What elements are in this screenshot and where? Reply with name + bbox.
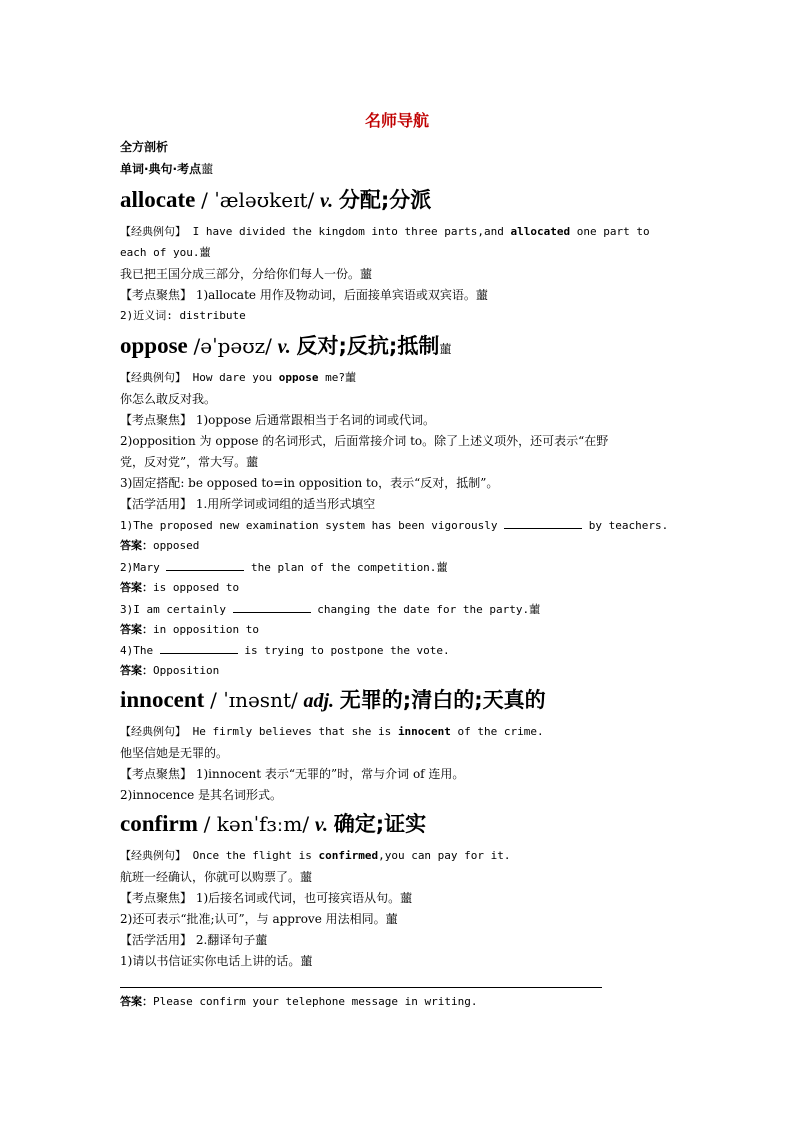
headword-confirm: confirm / kənˈfɜːm/ v. 确定;证实 — [120, 811, 427, 836]
example-translation: 你怎么敢反对我。 — [120, 392, 217, 406]
headword-allocate: allocate / ˈæləʊkeɪt/ v. 分配;分派 — [120, 187, 432, 212]
answer-line[interactable] — [120, 987, 602, 988]
answer: 答案：in opposition to — [120, 623, 259, 636]
practice-heading: 【活学活用】 2.翻译句子蘁 — [120, 933, 268, 947]
focus-point: 党，反对党”，常大写。蘁 — [120, 455, 259, 469]
answer: 答案：is opposed to — [120, 581, 240, 594]
focus-point: 2)opposition 为 oppose 的名词形式，后面常接介词 to。除了上述义项外，还可表示“在野 — [120, 434, 609, 448]
focus-point: 【考点聚焦】 1)oppose 后通常跟相当于名词的词或代词。 — [120, 413, 436, 427]
focus-point: 【考点聚焦】 1)后接名词或代词，也可接宾语从句。蘁 — [120, 891, 413, 905]
example-sentence: 【经典例句】 I have divided the kingdom into three parts,and allocated one part to — [120, 225, 650, 238]
example-sentence-cont: each of you.蘁 — [120, 246, 211, 259]
section-heading: 全方剖析 — [120, 140, 169, 154]
answer: 答案：Please confirm your telephone message in writing. — [120, 995, 478, 1008]
headword-innocent: innocent / ˈɪnəsnt/ adj. 无罪的;清白的;天真的 — [120, 687, 546, 712]
headword-oppose: oppose /əˈpəʊz/ v. 反对;反抗;抵制蘁 — [120, 333, 452, 358]
focus-point: 2)innocence 是其名词形式。 — [120, 788, 283, 802]
page-title: 名师导航 — [364, 111, 429, 130]
focus-point: 【考点聚焦】 1)innocent 表示“无罪的”时，常与介词 of 连用。 — [120, 767, 465, 781]
answer: 答案：Opposition — [120, 664, 220, 677]
question: 2)Mary the plan of the competition.蘁 — [120, 561, 448, 574]
example-sentence: 【经典例句】 He firmly believes that she is innocent of the crime. — [120, 725, 544, 738]
question: 1)The proposed new examination system has been vigorously by teachers. — [120, 519, 669, 532]
answer: 答案：opposed — [120, 539, 200, 552]
focus-point: 2)近义词: distribute — [120, 309, 246, 322]
example-translation: 航班一经确认，你就可以购票了。蘁 — [120, 870, 313, 884]
answer-blank[interactable] — [160, 643, 238, 654]
focus-point: 3)固定搭配: be opposed to=in opposition to，表示“反对，抵制”。 — [120, 476, 499, 490]
example-translation: 他坚信她是无罪的。 — [120, 746, 229, 760]
focus-point: 【考点聚焦】 1)allocate 用作及物动词，后面接单宾语或双宾语。蘁 — [120, 288, 488, 302]
question: 3)I am certainly changing the date for the party.蘁 — [120, 603, 541, 616]
answer-blank[interactable] — [504, 518, 582, 529]
answer-blank[interactable] — [166, 560, 244, 571]
focus-point: 2)还可表示“批准;认可”，与 approve 用法相同。蘁 — [120, 912, 398, 926]
subsection-heading: 单词·典句·考点蘁 — [120, 162, 214, 176]
answer-blank[interactable] — [233, 602, 311, 613]
example-sentence: 【经典例句】 How dare you oppose me?蘁 — [120, 371, 356, 384]
practice-heading: 【活学活用】 1.用所学词或词组的适当形式填空 — [120, 497, 376, 511]
question: 4)The is trying to postpone the vote. — [120, 644, 450, 657]
example-translation: 我已把王国分成三部分，分给你们每人一份。蘁 — [120, 267, 373, 281]
example-sentence: 【经典例句】 Once the flight is confirmed,you can pay for it. — [120, 849, 511, 862]
question: 1)请以书信证实你电话上讲的话。蘁 — [120, 954, 313, 968]
